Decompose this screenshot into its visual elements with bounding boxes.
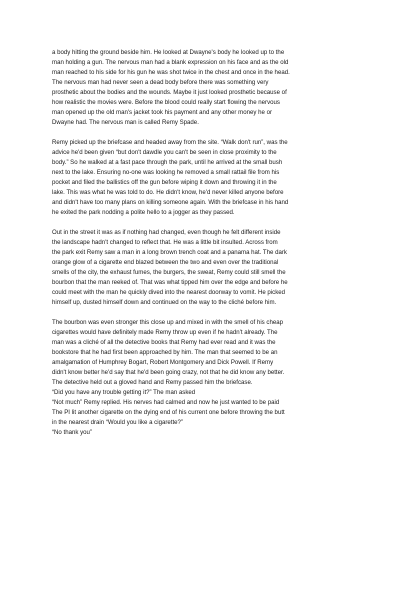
text-line: the park exit Remy saw a man in a long brown trench coat and a panama hat. The dark [52, 249, 287, 256]
text-line: amalgamation of Humphrey Bogart, Robert Montgomery and Dick Powell. If Remy [52, 359, 274, 366]
text-line: lake. This was what he was told to do. He didn't know, he'd never killed anyone before [52, 189, 284, 196]
text-line: man opened up the old man's jacket took his payment and any other money he or [52, 109, 272, 116]
text-line: body.” So he walked at a fast pace through the park, until he arrived at the small bush [52, 159, 283, 166]
text-line: cigarettes would have definitely made Remy throw up even if he hadn't already. The [52, 329, 278, 336]
text-line: next to the lake. Ensuring no-one was looking he removed a small rattail file from his [52, 169, 280, 176]
text-line: Dwayne had. The nervous man is called Remy Spade. [52, 119, 199, 126]
text-line: prosthetic about the bodies and the wounds. Maybe it just looked prosthetic because of [52, 89, 287, 96]
text-line: a body hitting the ground beside him. He looked at Dwayne's body he looked up to the [52, 49, 285, 56]
paragraph-3 [52, 228, 368, 308]
text-line: could meet with the man he quickly dived into the nearest doorway to vomit. He picked [52, 289, 286, 296]
paragraph-1 [52, 48, 368, 128]
text-line: bourbon that the man reeked of. That was what tipped him over the edge and before he [52, 279, 288, 286]
text-line: smells of the city, the exhaust fumes, the burgers, the sweat, Remy could still smell the [52, 269, 286, 276]
paragraph-4 [52, 318, 368, 438]
text-line: pocket and filed the ballistics off the gun before wiping it down and throwing it in the [52, 179, 277, 186]
text-line: The PI lit another cigarette on the dying end of his current one before throwing the butt [52, 409, 285, 416]
text-line: The nervous man had never seen a dead body before there was something very [52, 79, 269, 86]
text-line: man holding a gun. The nervous man had a blank expression on his face and as the old [52, 59, 289, 66]
text-line: The bourbon was even stronger this close up and mixed in with the smell of his cheap [52, 319, 284, 326]
paragraph-2 [52, 138, 368, 218]
text-line: in the nearest drain “Would you like a cigarette?” [52, 419, 183, 426]
text-line: “No thank you” [52, 429, 92, 436]
text-line: “Not much” Remy replied. His nerves had calmed and now he just wanted to be paid [52, 399, 280, 406]
text-line: orange glow of a cigarette end blazed between the two and even over the traditional [52, 259, 279, 266]
text-line: Remy picked up the briefcase and headed away from the site. “Walk don't run”, was the [52, 139, 288, 146]
text-line: he exited the park nodding a polite hello to a jogger as they passed. [52, 209, 235, 216]
text-line: and didn't have too many plans on killing someone again. With the briefcase in his hand [52, 199, 289, 206]
text-line: The detective held out a gloved hand and Remy passed him the briefcase. [52, 379, 253, 386]
text-line: advice he'd been given “but don't dawdle you can't be seen in close proximity to the [52, 149, 277, 156]
text-line: himself up, dusted himself down and continued on the way to the cliché before him. [52, 299, 277, 306]
text-line: man reached to his side for his gun he was shot twice in the chest and once in the head. [52, 69, 290, 76]
text-line: “Did you have any trouble getting it?” The man asked [52, 389, 196, 396]
text-line: man was a cliché of all the detective books that Remy had ever read and it was the [52, 339, 276, 346]
text-line: the landscape hadn't changed to reflect that. He was a little bit insulted. Across from [52, 239, 278, 246]
text-line: Out in the street it was as if nothing had changed, even though he felt different inside [52, 229, 281, 236]
text-line: bookstore that he had first been approached by him. The man that seemed to be an [52, 349, 278, 356]
text-line: didn't know better he'd say that he'd been going crazy, not that he did know any better. [52, 369, 285, 376]
text-line: how realistic the movies were. Before the blood could really start flowing the nervous [52, 99, 280, 106]
